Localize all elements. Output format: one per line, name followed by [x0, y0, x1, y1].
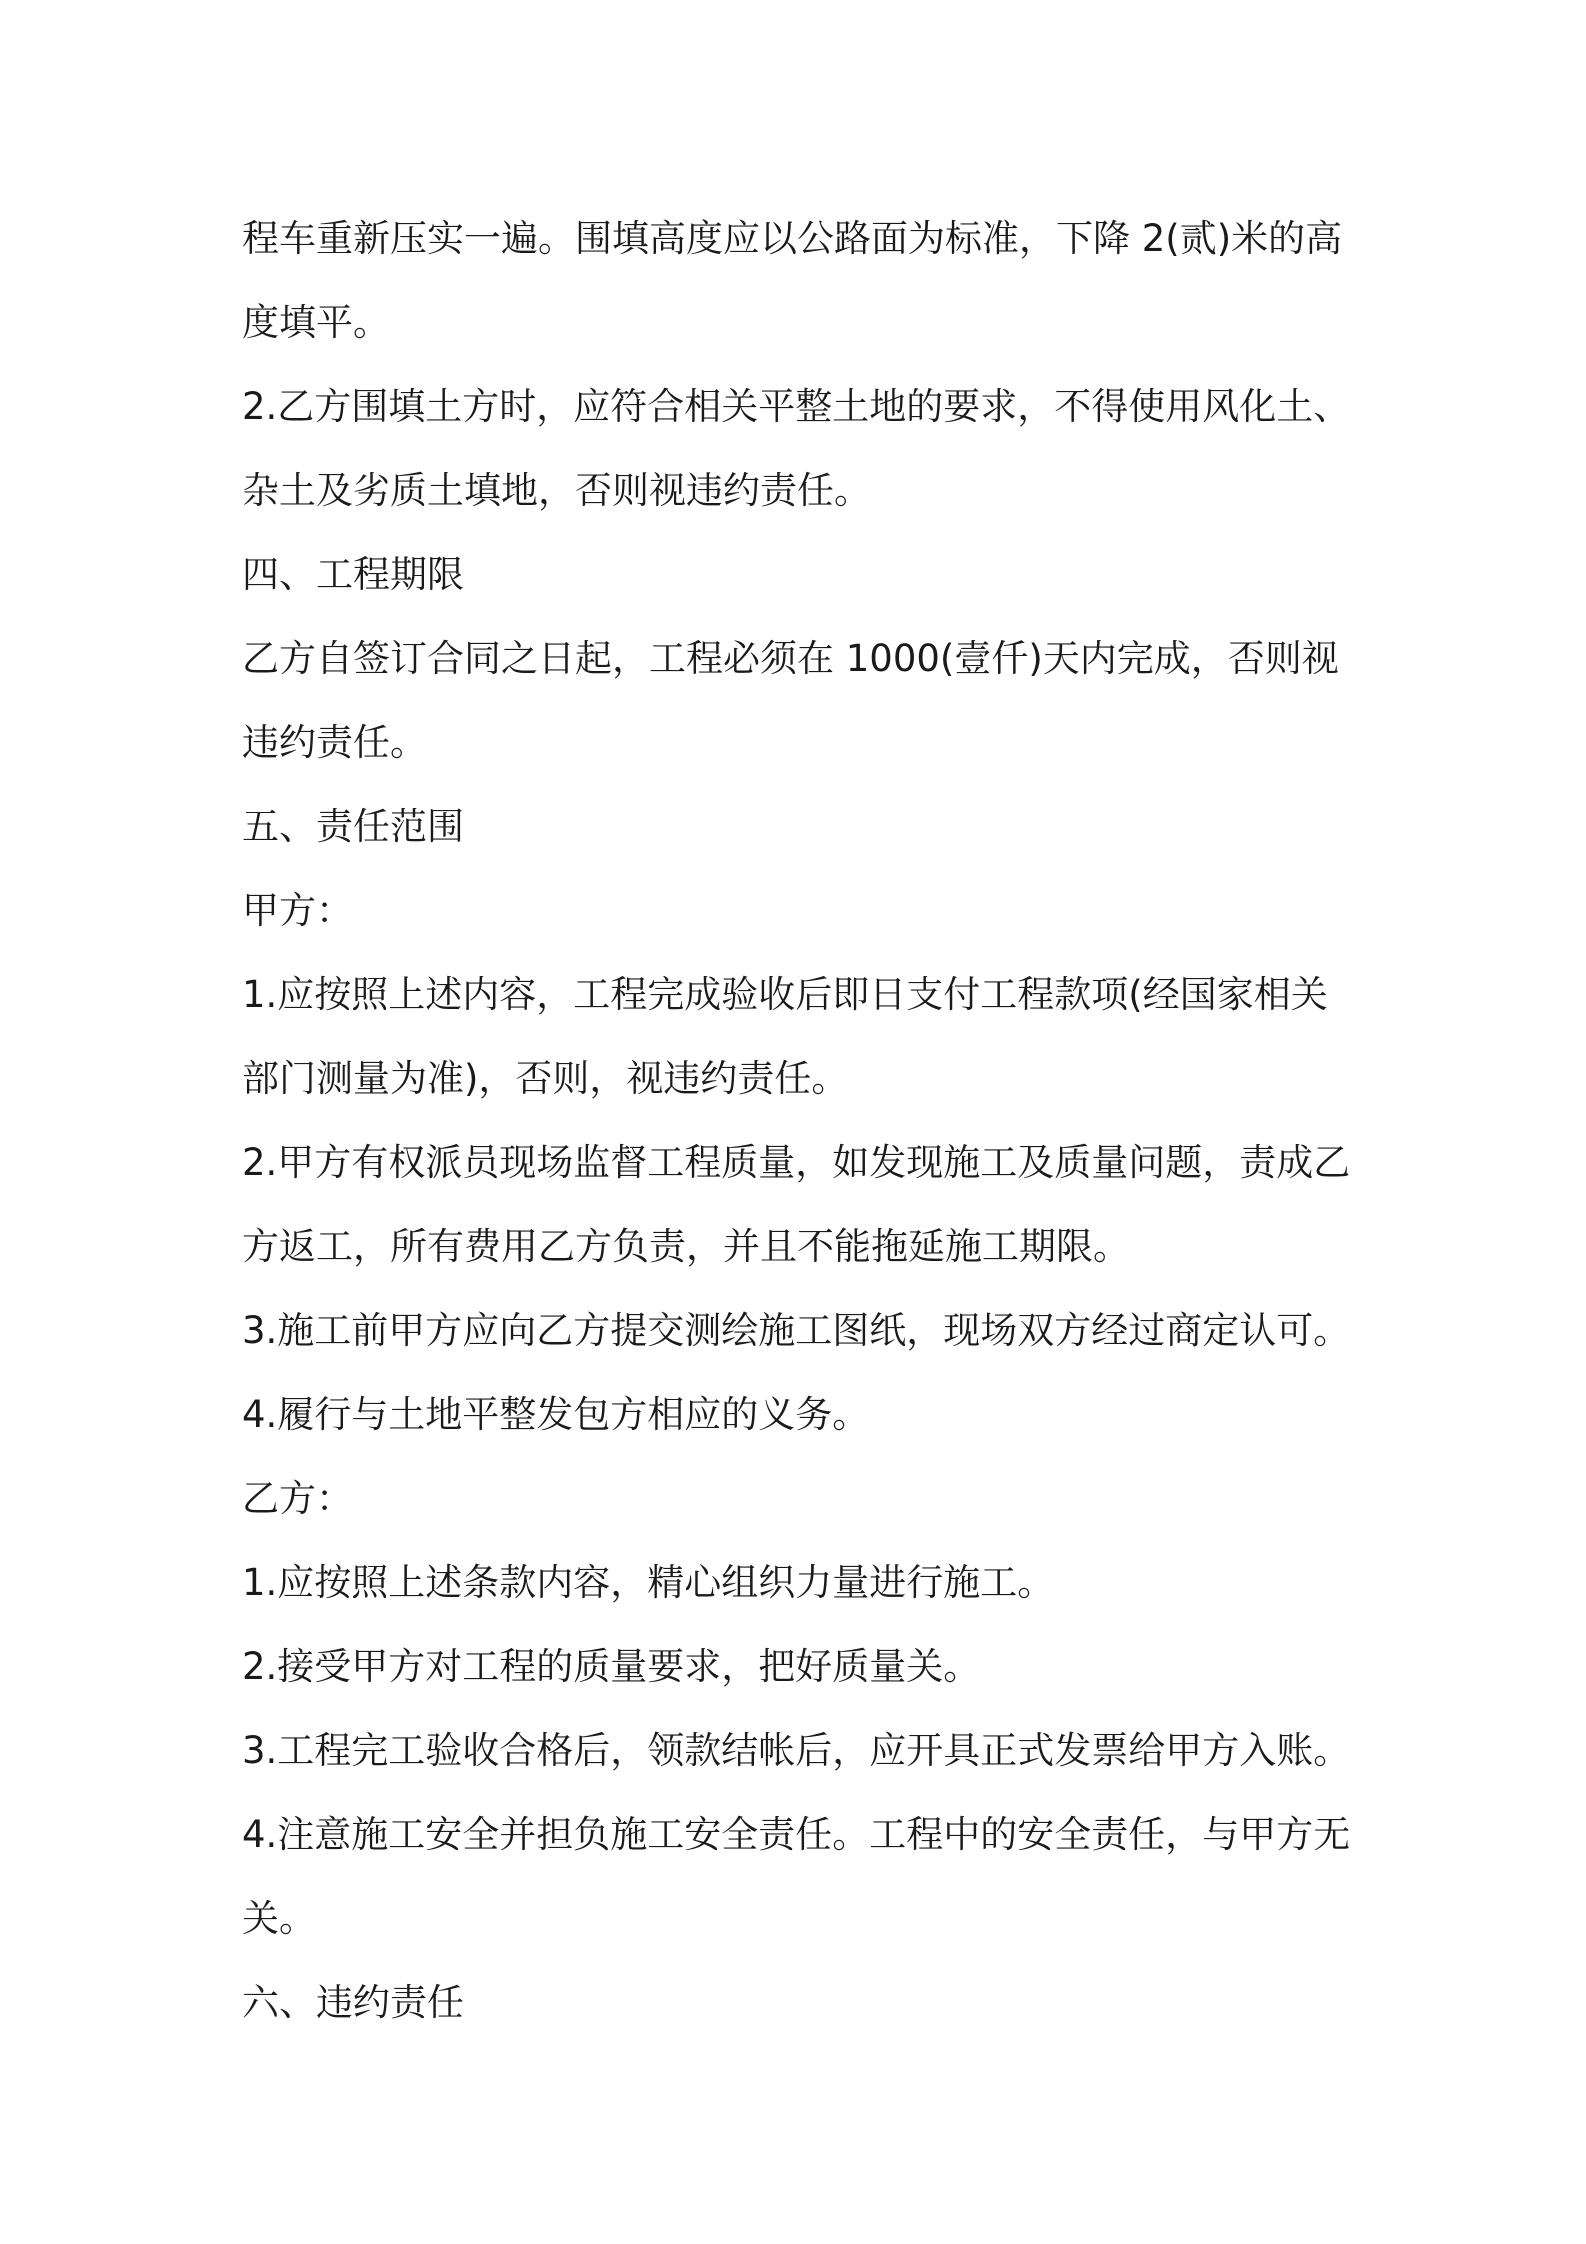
section-heading-duration: 四、工程期限: [242, 553, 464, 596]
paragraph-soil-requirement: 2.乙方围填土方时，应符合相关平整土地的要求，不得使用风化土、杂土及劣质土填地，否则视违约责任。: [242, 385, 1351, 512]
section-heading-breach: 六、违约责任: [242, 1981, 464, 2024]
party-b-item-4: 4.注意施工安全并担负施工安全责任。工程中的安全责任，与甲方无关。: [242, 1813, 1351, 1940]
party-a-item-1: 1.应按照上述内容，工程完成验收后即日支付工程款项(经国家相关部门测量为准)，否则，视违约责任。: [242, 973, 1328, 1100]
document-body: [242, 197, 1362, 2045]
paragraph-fill-height: 程车重新压实一遍。围填高度应以公路面为标准，下降 2(贰)米的高度填平。: [242, 217, 1343, 344]
party-a-item-4: 4.履行与土地平整发包方相应的义务。: [242, 1393, 870, 1436]
party-a-heading: 甲方：: [242, 889, 353, 932]
party-b-item-2: 2.接受甲方对工程的质量要求，把好质量关。: [242, 1645, 981, 1688]
party-b-item-3: 3.工程完工验收合格后，领款结帐后，应开具正式发票给甲方入账。: [242, 1729, 1351, 1772]
party-b-heading: 乙方：: [242, 1477, 353, 1520]
paragraph-duration: 乙方自签订合同之日起，工程必须在 1000(壹仟)天内完成，否则视违约责任。: [242, 637, 1339, 764]
party-a-item-2: 2.甲方有权派员现场监督工程质量，如发现施工及质量问题，责成乙方返工，所有费用乙方负责，并且不能拖延施工期限。: [242, 1141, 1351, 1268]
party-a-item-3: 3.施工前甲方应向乙方提交测绘施工图纸，现场双方经过商定认可。: [242, 1309, 1351, 1352]
party-b-item-1: 1.应按照上述条款内容，精心组织力量进行施工。: [242, 1561, 1055, 1604]
section-heading-responsibility: 五、责任范围: [242, 805, 464, 848]
